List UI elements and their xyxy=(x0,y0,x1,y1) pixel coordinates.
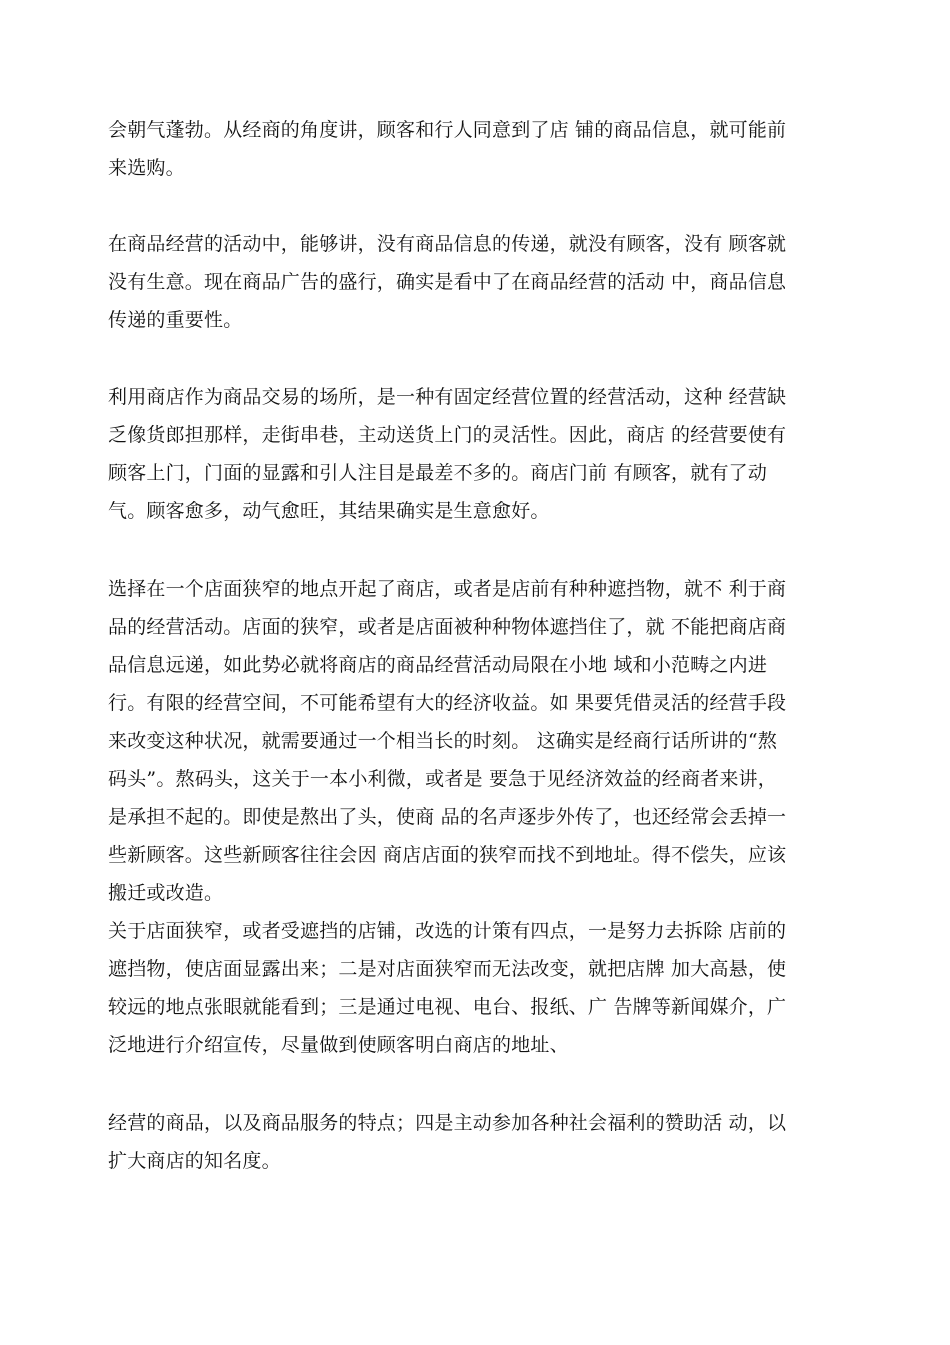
text-line: 品的经营活动。店面的狭窄，或者是店面被种种物体遮挡住了，就 不能把商店商 xyxy=(108,616,787,638)
text-line: 传递的重要性。 xyxy=(108,309,243,331)
text-line: 遮挡物，使店面显露出来；二是对店面狭窄而无法改变，就把店牌 加大高悬，使 xyxy=(108,958,787,980)
text-line: 气。顾客愈多，动气愈旺，其结果确实是生意愈好。 xyxy=(108,500,550,522)
paragraph xyxy=(108,225,848,339)
text-line: 在商品经营的活动中，能够讲，没有商品信息的传递，就没有顾客，没有 顾客就 xyxy=(108,233,787,255)
text-line: 来选购。 xyxy=(108,157,185,179)
text-line: 搬迁或改造。 xyxy=(108,882,224,904)
text-line: 较远的地点张眼就能看到；三是通过电视、电台、报纸、广 告牌等新闻媒介，广 xyxy=(108,996,787,1018)
text-line: 没有生意。现在商品广告的盛行，确实是看中了在商品经营的活动 中，商品信息 xyxy=(108,271,787,293)
paragraph xyxy=(108,1104,848,1180)
text-line: 经营的商品，以及商品服务的特点；四是主动参加各种社会福利的赞助活 动，以 xyxy=(108,1112,787,1134)
text-line: 利用商店作为商品交易的场所，是一种有固定经营位置的经营活动，这种 经营缺 xyxy=(108,386,787,408)
text-line: 乏像货郎担那样，走街串巷，主动送货上门的灵活性。因此，商店 的经营要使有 xyxy=(108,424,787,446)
text-line: 品信息远递，如此势必就将商店的商品经营活动局限在小地 域和小范畴之内进 xyxy=(108,654,768,676)
text-line: 码头”。熬码头，这关于一本小利微，或者是 要急于见经济效益的经商者来讲， xyxy=(108,768,777,790)
text-line: 选择在一个店面狭窄的地点开起了商店，或者是店前有种种遮挡物，就不 利于商 xyxy=(108,578,787,600)
text-line: 扩大商店的知名度。 xyxy=(108,1150,281,1172)
text-line: 来改变这种状况，就需要通过一个相当长的时刻。 这确实是经商行话所讲的“熬 xyxy=(108,730,777,752)
paragraph xyxy=(108,111,848,187)
text-line: 是承担不起的。即使是熬出了头，使商 品的名声逐步外传了，也还经常会丢掉一 xyxy=(108,806,787,828)
text-line: 行。有限的经营空间，不可能希望有大的经济收益。如 果要凭借灵活的经营手段 xyxy=(108,692,787,714)
text-line: 顾客上门，门面的显露和引人注目是最差不多的。商店门前 有顾客，就有了动 xyxy=(108,462,768,484)
text-line: 泛地进行介绍宣传，尽量做到使顾客明白商店的地址、 xyxy=(108,1034,569,1056)
paragraph xyxy=(108,378,848,530)
text-line: 会朝气蓬勃。从经商的角度讲，顾客和行人同意到了店 铺的商品信息，就可能前 xyxy=(108,119,787,141)
text-line: 关于店面狭窄，或者受遮挡的店铺，改选的计策有四点，一是努力去拆除 店前的 xyxy=(108,920,787,942)
paragraph xyxy=(108,570,848,1064)
text-line: 些新顾客。这些新顾客往往会因 商店店面的狭窄而找不到地址。得不偿失，应该 xyxy=(108,844,787,866)
